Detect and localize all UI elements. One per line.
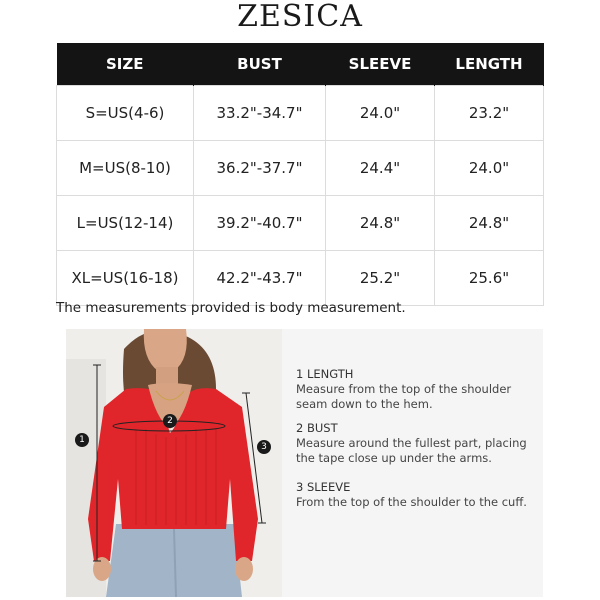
measurement-desc-line: seam down to the hem.	[296, 397, 433, 411]
measurement-title: 2 BUST	[296, 421, 338, 435]
cell-length: 25.6"	[435, 251, 544, 306]
measurement-title: 1 LENGTH	[296, 367, 354, 381]
column-header-size: SIZE	[57, 43, 194, 86]
table-row	[57, 251, 544, 306]
cell-bust: 33.2"-34.7"	[194, 86, 326, 141]
cell-sleeve: 24.4"	[326, 141, 435, 196]
model-photo	[66, 329, 282, 597]
table-row	[57, 141, 544, 196]
measurement-bust	[296, 421, 527, 466]
cell-size: S=US(4-6)	[57, 86, 194, 141]
cell-size: M=US(8-10)	[57, 141, 194, 196]
sleeve-marker: 3	[257, 440, 271, 454]
cell-size: L=US(12-14)	[57, 196, 194, 251]
column-header-bust: BUST	[194, 43, 326, 86]
measurement-desc-line: Measure from the top of the shoulder	[296, 382, 512, 396]
cell-sleeve: 24.8"	[326, 196, 435, 251]
cell-sleeve: 25.2"	[326, 251, 435, 306]
cell-length: 23.2"	[435, 86, 544, 141]
column-header-length: LENGTH	[435, 43, 544, 86]
cell-sleeve: 24.0"	[326, 86, 435, 141]
cell-bust: 42.2"-43.7"	[194, 251, 326, 306]
table-row	[57, 196, 544, 251]
measurement-guide	[282, 329, 543, 597]
table-row	[57, 86, 544, 141]
column-header-sleeve: SLEEVE	[326, 43, 435, 86]
measurement-sleeve	[296, 480, 527, 510]
measurement-desc-line: From the top of the shoulder to the cuff.	[296, 495, 527, 509]
brand-logo: ZESICA	[237, 0, 363, 34]
size-chart-table	[56, 43, 544, 306]
table-header-row	[57, 43, 544, 86]
measurement-note: The measurements provided is body measurement.	[56, 300, 406, 316]
measurement-desc-line: Measure around the fullest part, placing	[296, 436, 527, 450]
cell-bust: 36.2"-37.7"	[194, 141, 326, 196]
model-illustration	[66, 329, 282, 597]
cell-size: XL=US(16-18)	[57, 251, 194, 306]
bust-marker: 2	[163, 414, 177, 428]
measurement-length	[296, 367, 511, 412]
cell-length: 24.8"	[435, 196, 544, 251]
cell-length: 24.0"	[435, 141, 544, 196]
measurement-title: 3 SLEEVE	[296, 480, 351, 494]
cell-bust: 39.2"-40.7"	[194, 196, 326, 251]
measurement-desc-line: the tape close up under the arms.	[296, 451, 492, 465]
length-marker: 1	[75, 433, 89, 447]
